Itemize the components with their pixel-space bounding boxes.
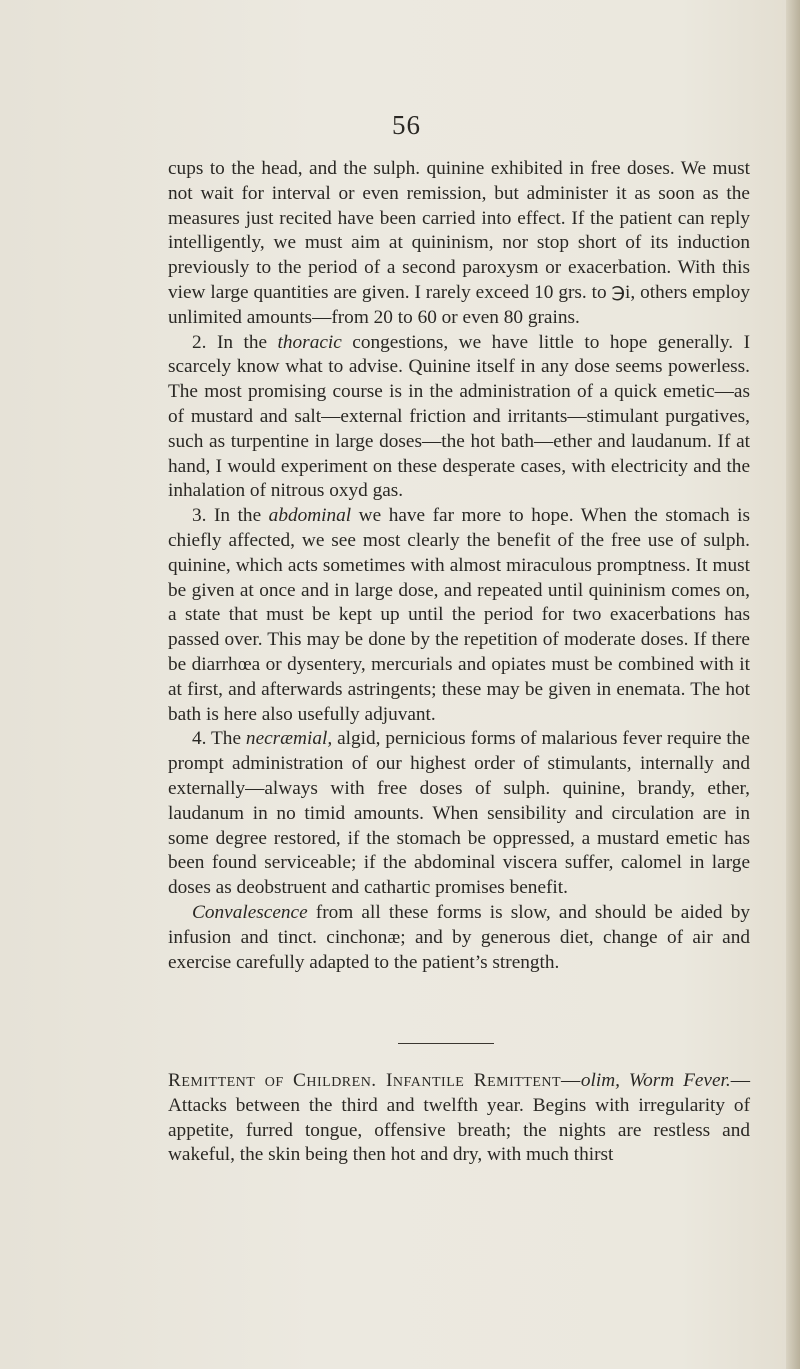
emphasis-abdominal: abdominal <box>268 505 352 527</box>
paragraph-2: 2. In the thoracic congestions, we have little to hope generally. I scarcely know what to advise. Quinine itself in any dose seems powerless. The most promising course is in the administration of a quick emetic—as of mustard and salt—external friction and irritants—stimulant purgatives, such as turpentine in large doses—the hot bath—ether and laudanum. If at hand, I would experiment on these desperate cases, with electricity and the inhalation of nitrous oxyd gas. <box>168 331 750 502</box>
paragraph-5: Convalescence from all these forms is slow, and should be aided by infusion and tinct. cinchonæ; and by generous diet, change of air and exercise carefully adapted to the patient’s strength. <box>168 901 750 973</box>
section-body: —Attacks between the third and twelfth year. Begins with irregularity of appetite, furred tongue, offensive breath; the nights are restless and wakeful, the skin being then hot and dry, with much thirst <box>168 1070 750 1166</box>
section-heading: Remittent of Children. Infantile Remittent— <box>168 1070 581 1091</box>
paragraph-1: cups to the head, and the sulph. quinine exhibited in free doses. We must not wait for interval or even remission, but administer it as soon as the measures just recited have been carried into effect. If the patient can reply intelligently, we must aim at quininism, nor stop short of its induction previously to the period of a second paroxysm or exacerbation. With this view large quantities are given. I rarely exceed 10 grs. to ℈i, others employ unlimited amounts—from 20 to 60 or even 80 grains. <box>168 158 750 328</box>
page-number: 56 <box>392 110 421 140</box>
page-edge-shadow <box>786 0 800 1369</box>
paragraph-3: 3. In the abdominal we have far more to hope. When the stomach is chiefly affected, we see most clearly the benefit of the free use of sulph. quinine, which acts sometimes with almost miraculous promptness. It must be given at once and in large dose, and repeated until quininism comes on, a state that must be kept up until the period for two exacerbations has passed over. This may be done by the repetition of moderate doses. If there be diarrhœa or dysentery, mercurials and opiates must be combined with it at first, and afterwards astringents; these may be given in enemata. The hot bath is here also usefully adjuvant. <box>168 505 750 725</box>
section-divider <box>398 1043 494 1044</box>
paragraph-4: 4. The necræmial, algid, pernicious forms of malarious fever require the prompt administration of our highest order of stimulants, internally and externally—always with free doses of sulph. quinine, brandy, ether, laudanum in no timid amounts. When sensibility and circulation are in some degree restored, if the stomach be oppressed, a mustard emetic has been found serviceable; if the abdominal viscera suffer, calomel in large doses as deobstruent and cathartic promises benefit. <box>168 728 750 899</box>
emphasis-thoracic: thoracic <box>277 331 342 353</box>
section-remittent-of-children <box>168 1069 750 1168</box>
emphasis-necraemial: necræmial, <box>245 728 333 750</box>
body-text <box>168 157 750 975</box>
section-heading-italic: olim, Worm Fever. <box>580 1070 731 1091</box>
emphasis-convalescence: Convalescence <box>192 901 308 923</box>
